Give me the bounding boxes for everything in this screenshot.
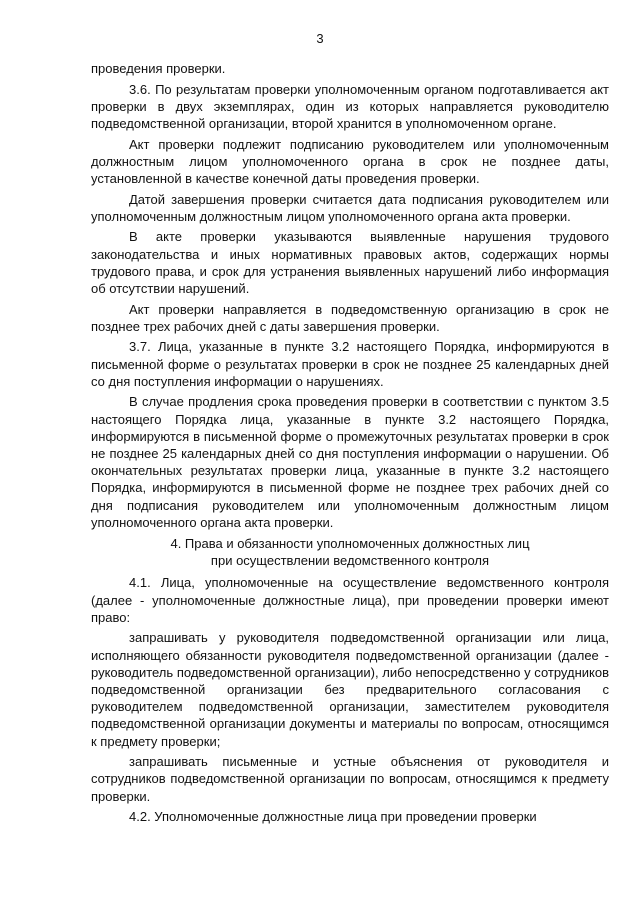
page-number: 3 bbox=[316, 31, 324, 46]
paragraph-3-6: 3.6. По результатам проверки уполномоченным органом подготавливается акт проверки в двух экземплярах, один из которых направляется руководителю подведомственной организации, второй хранится в уполномоченном органе. bbox=[91, 81, 609, 131]
section-4-heading bbox=[91, 535, 609, 569]
paragraph-request-documents: запрашивать у руководителя подведомственной организации или лица, исполняющего обязанности руководителя подведомственной организации (далее - руководитель подведомственной организации), либо непосредственно у сотрудников подведомственной организации без предварительного согласования с руководителем подведомственной организации, заместителем руководителя подведомственной организации документы и материалы по вопросам, относящимся к предмету проверки; bbox=[91, 630, 609, 749]
paragraph-act-contents: В акте проверки указываются выявленные нарушения трудового законодательства и иных нормативных правовых актов, содержащих нормы трудового права, и срок для устранения выявленных нарушений либо информация об отсутствии нарушений. bbox=[91, 229, 609, 296]
paragraph-act-sending: Акт проверки направляется в подведомственную организацию в срок не позднее трех рабочих дней с даты завершения проверки. bbox=[91, 301, 609, 334]
document-body bbox=[91, 60, 609, 829]
section-4-heading-line1: 4. Права и обязанности уполномоченных должностных лиц bbox=[170, 536, 530, 552]
paragraph-act-signing: Акт проверки подлежит подписанию руководителем или уполномоченным должностным лицом уполномоченного органа в срок не позднее даты, установленной в качестве конечной даты проведения проверки. bbox=[91, 136, 609, 186]
paragraph-completion-date: Датой завершения проверки считается дата подписания руководителем или уполномоченным должностным лицом уполномоченного органа акта проверки. bbox=[91, 191, 609, 224]
paragraph-extension: В случае продления срока проведения проверки в соответствии с пунктом 3.5 настоящего Порядка лица, указанные в пункте 3.2 настоящего Порядка, информируются в письменной форме о промежуточных результатах проверки в срок не позднее 25 календарных дней со дня поступления информации о нарушении. Об окончательных результатах проверки лица, указанные в пункте 3.2 настоящего Порядка, информируются в письменной форме не позднее трех рабочих дней со дня подписания руководителем или уполномоченным должностным лицом уполномоченного органа акта проверки. bbox=[91, 394, 609, 530]
paragraph-3-7: 3.7. Лица, указанные в пункте 3.2 настоящего Порядка, информируются в письменной форме о результатах проверки в срок не позднее 25 календарных дней со дня поступления информации о нарушениях. bbox=[91, 339, 609, 389]
paragraph-4-1: 4.1. Лица, уполномоченные на осуществление ведомственного контроля (далее - уполномоченные должностные лица), при проведении проверки имеют право: bbox=[91, 575, 609, 625]
section-4-heading-line2: при осуществлении ведомственного контроля bbox=[210, 553, 490, 569]
paragraph-continuation: проведения проверки. bbox=[91, 61, 226, 76]
paragraph-request-explanations: запрашивать письменные и устные объяснения от руководителя и сотрудников подведомственной организации по вопросам, относящимся к предмету проверки. bbox=[91, 754, 609, 804]
paragraph-4-2: 4.2. Уполномоченные должностные лица при проведении проверки bbox=[129, 809, 537, 825]
